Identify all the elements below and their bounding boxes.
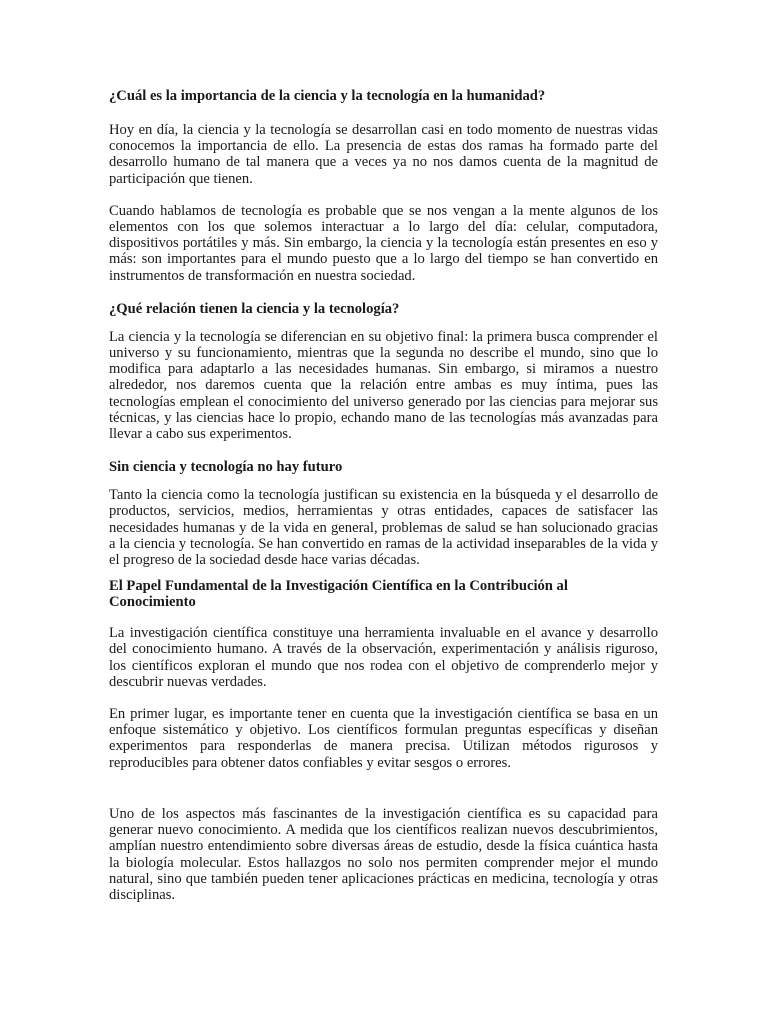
- section-3-paragraph-1: La investigación científica constituye una herramienta invaluable en el avance y desarrollo del conocimiento humano. A través de la observación, experimentación y análisis riguroso, los científicos exploran el mundo que nos rodea con el objetivo de comprenderlo mejor y descubrir nuevas verdades.: [109, 625, 658, 690]
- section-2-paragraph: Tanto la ciencia como la tecnología justifican su existencia en la búsqueda y el desarrollo de productos, servicios, medios, herramientas y otras entidades, capaces de satisfacer las necesidades humanas y de la vida en general, problemas de salud se han solucionado gracias a la ciencia y tecnología. Se han convertido en ramas de la actividad inseparables de la vida y el progreso de la sociedad desde hace varias décadas.: [109, 487, 658, 569]
- document-title: ¿Cuál es la importancia de la ciencia y la tecnología en la humanidad?: [109, 88, 546, 104]
- section-3-paragraph-3: Uno de los aspectos más fascinantes de la investigación científica es su capacidad para generar nuevo conocimiento. A medida que los científicos realizan nuevos descubrimientos, amplían nuestro entendimiento sobre diversas áreas de estudio, desde la física cuántica hasta la biología molecular. Estos hallazgos no solo nos permiten comprender mejor el mundo natural, sino que también pueden tener aplicaciones prácticas en medicina, tecnología y otras disciplinas.: [109, 805, 658, 903]
- intro-paragraph-1: Hoy en día, la ciencia y la tecnología se desarrollan casi en todo momento de nuestras vidas conocemos la importancia de ello. La presencia de estas dos ramas ha formado parte del desarrollo humano de tal manera que a veces ya no nos damos cuenta de la magnitud de participación que tienen.: [109, 122, 658, 187]
- document-page: [109, 88, 658, 903]
- section-1-heading: ¿Qué relación tienen la ciencia y la tecnología?: [109, 300, 400, 317]
- intro-paragraph-2: Cuando hablamos de tecnología es probable que se nos vengan a la mente algunos de los elementos con los que solemos interactuar a lo largo del día: celular, computadora, dispositivos portátiles y más. Sin embargo, la ciencia y la tecnología están presentes en eso y más: son importantes para el mundo puesto que a lo largo del tiempo se han convertido en instrumentos de transformación en nuestra sociedad.: [109, 202, 658, 284]
- section-2-heading: Sin ciencia y tecnología no hay futuro: [109, 459, 343, 476]
- section-3-heading: El Papel Fundamental de la Investigación Científica en la Contribución al Conocimiento: [109, 578, 568, 611]
- section-3-paragraph-2: En primer lugar, es importante tener en cuenta que la investigación científica se basa en un enfoque sistemático y objetivo. Los científicos formulan preguntas específicas y diseñan experimentos para responderlas de manera precisa. Utilizan métodos rigurosos y reproducibles para obtener datos confiables y evitar sesgos o errores.: [109, 706, 658, 771]
- section-1-paragraph: La ciencia y la tecnología se diferencian en su objetivo final: la primera busca comprender el universo y su funcionamiento, mientras que la segunda no describe el mundo, sino que lo modifica para adaptarlo a las necesidades humanas. Sin embargo, si miramos a nuestro alrededor, nos daremos cuenta que la relación entre ambas es muy íntima, pues las tecnologías emplean el conocimiento del universo generado por las ciencias para mejorar sus técnicas, y las ciencias hace lo propio, echando mano de las tecnologías más avanzadas para llevar a cabo sus experimentos.: [109, 328, 658, 443]
